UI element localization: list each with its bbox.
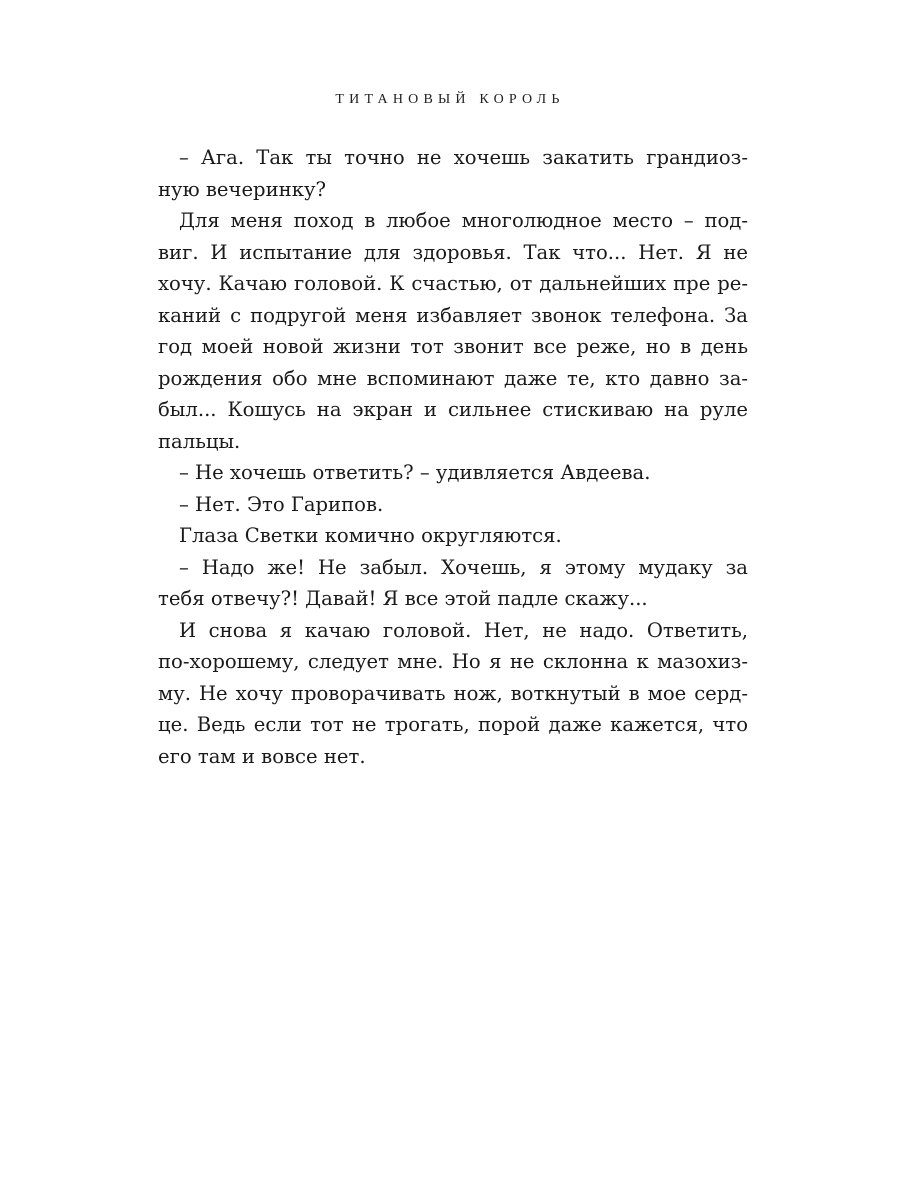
text-line: тебя отвечу?! Давай! Я все этой падле скажу...: [158, 587, 648, 610]
text-line: каний с подругой меня избавляет звонок телефона. За: [158, 303, 748, 327]
text-line: хочу. Качаю головой. К счастью, от дальнейших пре ре-: [158, 272, 748, 295]
running-head: ТИТАНОВЫЙ КОРОЛЬ: [335, 92, 565, 107]
text-line: виг. И испытание для здоровья. Так что... Нет. Я не: [158, 240, 748, 264]
text-line: Глаза Светки комично округляются.: [179, 524, 562, 547]
text-line: был... Кошусь на экран и сильнее стискиваю на руле: [158, 398, 748, 421]
text-line: рождения обо мне вспоминают даже те, кто давно за-: [158, 366, 748, 390]
text-line: по-хорошему, следует мне. Но я не склонна к мазохиз-: [158, 650, 748, 673]
text-line: – Не хочешь ответить? – удивляется Авдеева.: [179, 461, 651, 484]
text-line: пальцы.: [158, 429, 241, 453]
text-line: це. Ведь если тот не трогать, порой даже кажется, что: [158, 713, 748, 736]
text-line: – Нет. Это Гарипов.: [179, 492, 384, 516]
text-line: Для меня поход в любое многолюдное место – под-: [179, 209, 748, 232]
text-line: – Ага. Так ты точно не хочешь закатить грандиоз-: [179, 146, 748, 169]
text-line: его там и вовсе нет.: [158, 744, 366, 768]
body-text: [158, 142, 748, 772]
text-line: год моей новой жизни тот звонит все реже, но в день: [158, 335, 748, 358]
text-line: му. Не хочу проворачивать нож, воткнутый в мое серд-: [158, 681, 748, 705]
text-line: ную вечеринку?: [158, 177, 326, 201]
text-line: – Надо же! Не забыл. Хочешь, я этому мудаку за: [179, 555, 748, 579]
text-line: И снова я качаю головой. Нет, не надо. Ответить,: [179, 618, 748, 642]
